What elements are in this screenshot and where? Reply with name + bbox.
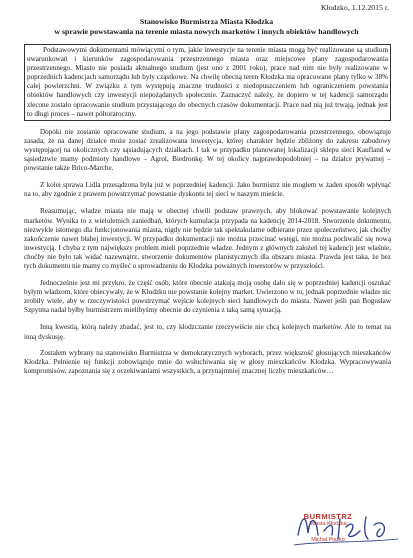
handwritten-signature [290, 505, 405, 555]
stamp-subtitle: Miasta Kłodzka [309, 521, 347, 527]
document-date: Kłodzko, 1.12.2015 r. [320, 3, 389, 12]
paragraph-7: Zostałem wybrany na stanowisko Burmistrza w demokratycznych wyborach, przez większość głosujących mieszkańców Kłodzka. Pełnienie tej funkcji zobowiązuje mnie do wsłuchiwania się w głosy mieszkańców Kłodzka. Wypracowywania kompromisów, zapoznania się z oczekiwaniami wszystkich, a przynajmniej znacznej liczby mieszkańców… [24, 348, 391, 375]
paragraph-2: Dopóki nie zostanie opracowane studium, a na jego podstawie plany zagospodarowania przestrzennego, obowiązuje zasada, że na danej działce może zostać zrealizowana inwestycja, której charakter będzie zbliżony do zakresu zabudowy występującej na okolicznych czy sąsiadujących działkach. I tak w przypadku planowanej lokalizacji sklepu sieci Kaufland w sąsiedztwie mamy podmioty handlowe – Agrol, Biedronkę. W tej okolicy najprawdopodobniej – na działce prywatnej – powstanie także Brico-Marche. [24, 127, 391, 173]
title-line-1: Stanowisko Burmistrza Miasta Kłodzka [139, 17, 274, 26]
paragraph-3: Z kolei sprawa Lidla przesądzona była już w poprzedniej kadencji. Jako burmistrz nie mogłem w żaden sposób wpłynąć na to, aby zgodnie z prawem powstrzymać powstanie dyskontu tej sieci w naszym mieście. [24, 181, 391, 199]
paragraph-5: Jednocześnie jest mi przykro, że część osób, które obecnie atakują moją osobę dało się w poprzedniej kadencji oszukać byłym władzom, które obiecywały, że w Kłodzku nie powstanie kolejny market. Uwierzono w to, jednak poprzednie władze nic zrobiły wiele, aby w rzeczywistości powstrzymać wejście kolejnych sieci handlowych do miasta. Nawet jeśli pan Bogusław Szpytma nadał byłby burmistrzem mielibyśmy obecnie do czynienia z taką samą sytuacją. [24, 279, 391, 315]
stamp-title: BURMISTRZ [303, 512, 353, 521]
paragraph-4: Reasumując, władze miasta nie mają w obecnej chwili podstaw prawnych, aby blokować powstawanie kolejnych marketów. Wynika to z wieloletnich zaniedbań, których kumulacja przypada na kadencję 2014-2018. Stworzenie dokumentu, niezwykle istotnego dla funkcjonowania miasta, nigdy nie będzie tak spektakularne odbierane przez społeczeństwo, jak choćby zakończenie nawet błahej inwestycji. W przypadku dokumentacji nie można przecinać wstęgi, nie można pochwalić się nową inwestycją. I chyba z tym największy problem mieli poprzednie władze. Jednym z głównych założeń tej kadencji jest właśnie, choćby nie było tak widać nazewnątrz, stworzenie dokumentów planistycznych dla obszaru miasta. Prawda jest taka, że bez tych dokumentu nie mamy co myśleć o sprowadzeniu do Kłodzka poważnych inwestorów w przyszłości. [24, 207, 391, 270]
paragraph-1: Podstawowymi dokumentami mówiącymi o tym, jakie inwestycje na terenie miasta mogą być realizowane są studium uwarunkowań i kierunków zagospodarowania przestrzennego miasta oraz miejscowe plany zagospodarowania przestrzennego. Miasto nie posiada aktualnego studium (jest ono z 2001 roku), prace nad nim nie były realizowane w poprzednich kadencjach samorządu lub były cząstkowe. Na chwilę obecną teren Kłodzka ma opracowane plany tylko w 38% całej powierzchni. W związku z tym występują znaczne trudności z niedopuszczeniem lub ograniczeniem powstania obiektów handlowych czy inwestycji niepożądanych społecznie. Zaznaczyć należy, że dopiero w tej kadencji samorządu zlecone zostało opracowanie studium przystającego do obecnych czasów dokumentacji. Prace nad nią już trwają, jednak jest to długi proces – nawet półtoraroczny. [27, 46, 388, 118]
title-line-2: w sprawie powstawania na terenie miasta nowych marketów i innych obiektów handlowych [54, 27, 359, 36]
highlighted-paragraph-box [24, 44, 391, 121]
document-body [24, 44, 391, 384]
paragraph-6: Inną kwestią, którą należy zbadać, jest to, czy kłodzczanie rzeczywiście nie chcą kolejnych marketów. Ale to temat na inną dyskusję. [24, 323, 391, 341]
document-title [22, 17, 391, 37]
stamp-name: Michał Piszko [311, 537, 345, 543]
